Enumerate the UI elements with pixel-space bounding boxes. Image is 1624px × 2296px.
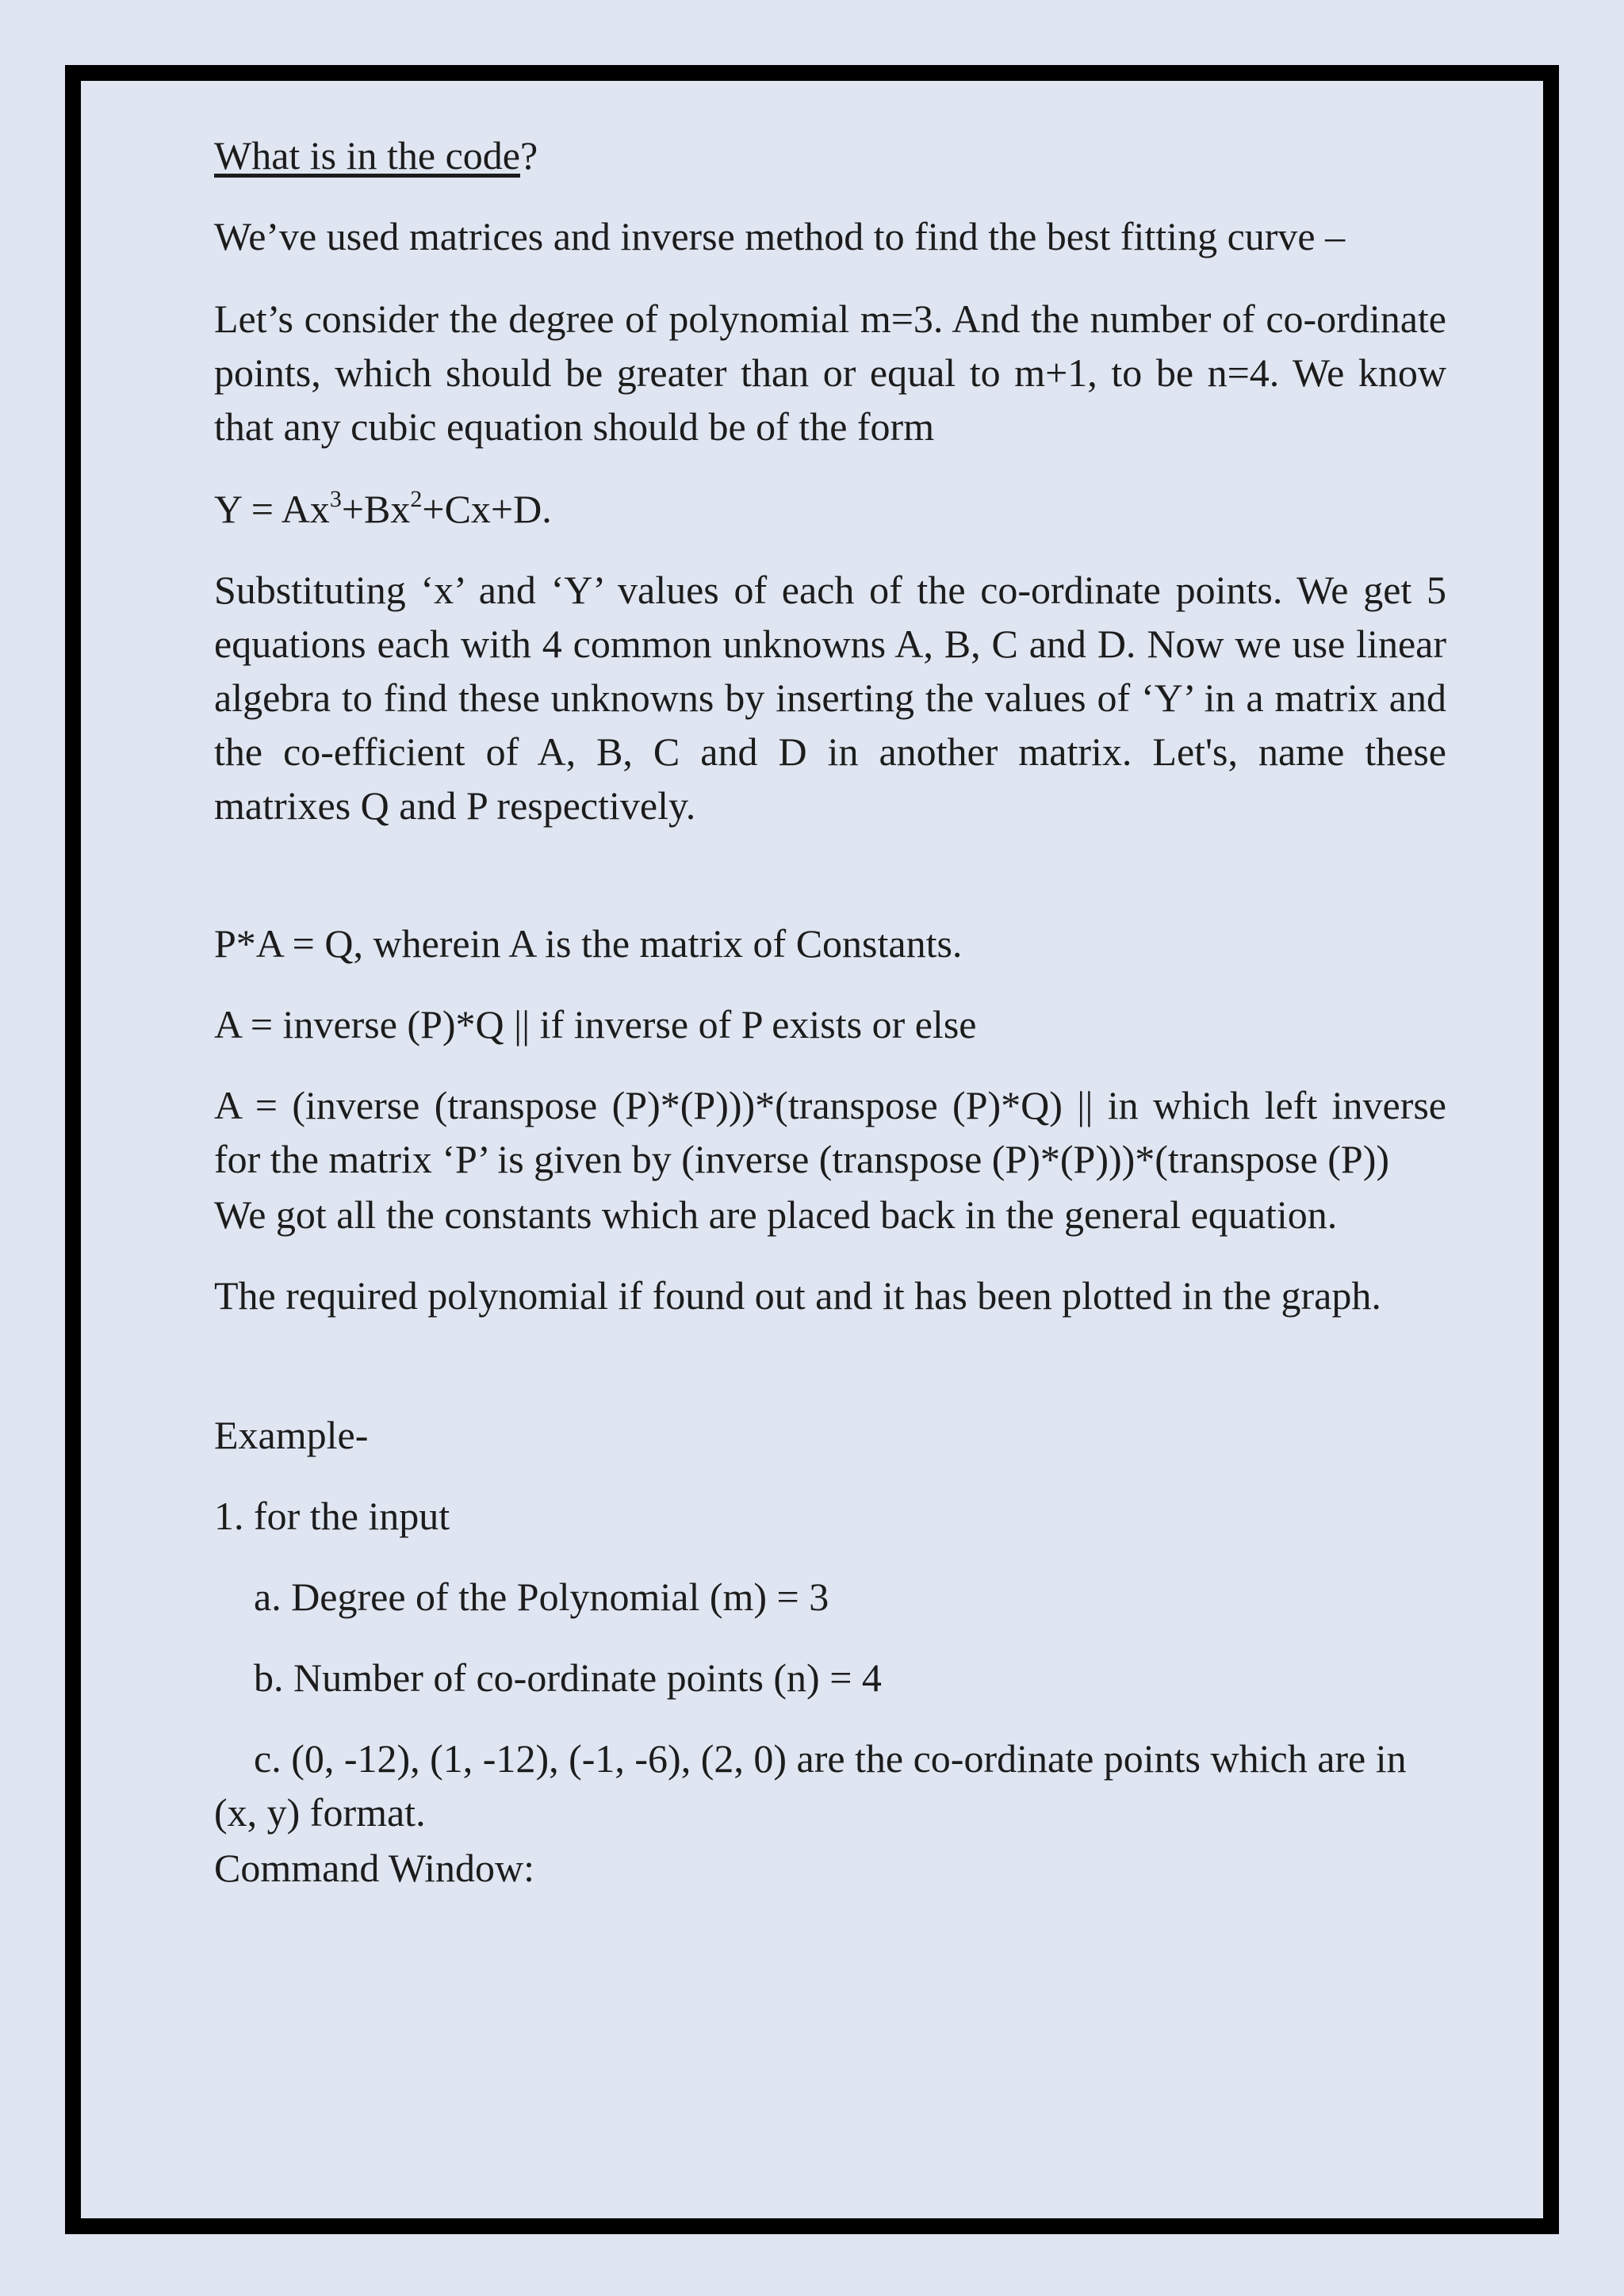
inverse-formula: A = inverse (P)*Q || if inverse of P exists or else <box>214 1002 977 1047</box>
degree-paragraph: Let’s consider the degree of polynomial m=3. And the number of co-ordinate points, which should be greater than or equal to m+1, to be n=4. We know that any cubic equation should be of the form <box>214 297 1446 449</box>
example-item-c: c. (0, -12), (1, -12), (-1, -6), (2, 0) are the co-ordinate points which are in (x, y) format. <box>214 1736 1407 1835</box>
polynomial-paragraph: The required polynomial if found out and it has been plotted in the graph. <box>214 1273 1381 1318</box>
equation-exponent: 3 <box>329 486 342 512</box>
command-window-label: Command Window: <box>214 1846 535 1890</box>
equation-part: +Cx+D. <box>422 487 552 531</box>
page-border <box>65 65 1559 2234</box>
example-title: Example- <box>214 1413 369 1457</box>
example-item-1: 1. for the input <box>214 1494 450 1538</box>
constants-paragraph: We got all the constants which are placed back in the general equation. <box>214 1192 1338 1237</box>
example-item-b: b. Number of co-ordinate points (n) = 4 <box>254 1655 882 1700</box>
equation-part: +Bx <box>341 487 411 531</box>
cubic-equation <box>214 482 1446 536</box>
substitution-paragraph: Substituting ‘x’ and ‘Y’ values of each of the co-ordinate points. We get 5 equations each with 4 common unknowns A, B, C and D. Now we use linear algebra to find these unknowns by inserting the values of ‘Y’ in a matrix and the co-efficient of A, B, C and D in another matrix. Let's, name these matrixes Q and P respectively. <box>214 568 1446 828</box>
example-item-a: a. Degree of the Polynomial (m) = 3 <box>254 1575 829 1619</box>
matrix-equation: P*A = Q, wherein A is the matrix of Constants. <box>214 921 963 966</box>
heading-underlined-text: What is in the code <box>214 133 520 178</box>
equation-exponent: 2 <box>410 486 423 512</box>
left-inverse-formula: A = (inverse (transpose (P)*(P)))*(transpose (P)*Q) || in which left inverse for the matrix ‘P’ is given by (inverse (transpose (P)*(P)))*(transpose (P)) <box>214 1083 1446 1181</box>
heading-suffix: ? <box>520 133 538 178</box>
intro-paragraph: We’ve used matrices and inverse method to find the best fitting curve – <box>214 214 1346 258</box>
equation-part: Y = Ax <box>214 487 330 531</box>
section-heading <box>214 128 1446 182</box>
